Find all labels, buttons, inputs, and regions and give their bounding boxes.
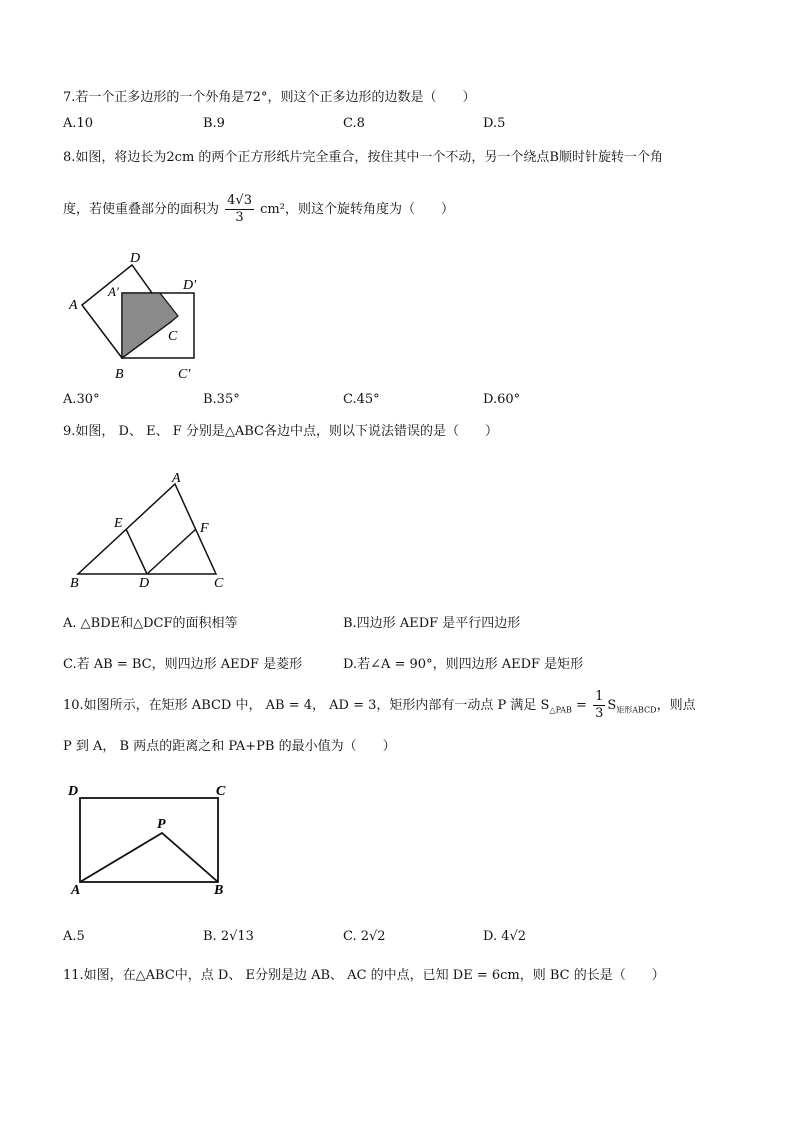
q8-fraction-denominator: 3 [235,210,244,225]
q10-option-b: B. 2√13 [203,929,254,944]
q8-stem-line2 [63,192,454,228]
q8-area-fraction [225,193,254,226]
q10-s2: S [607,698,617,713]
q7-option-d: D.5 [483,116,506,131]
q10-label-a: A [71,883,81,896]
q10-stem-line1 [63,688,696,729]
segment-ed [126,529,147,574]
q8-rotated-squares-figure [60,243,220,383]
q9-triangle-figure [66,470,236,590]
q8-label-a: A [69,298,78,313]
q9-label-e: E [114,516,123,531]
q9-option-b: B.四边形 AEDF 是平行四边形 [343,616,521,631]
q10-rectangle-figure [66,781,236,896]
q10-sub-rect: 矩形ABCD [616,705,657,715]
q10-fraction-numerator: 1 [595,689,604,704]
q8-option-a: A.30° [63,392,100,407]
q9-label-d: D [139,576,150,590]
q10-option-a: A.5 [63,929,85,944]
q9-stem: 9.如图， D、 E、 F 分别是△ABC各边中点，则以下说法错误的是（ ） [63,424,498,439]
q10-equals: = [571,698,592,713]
overlap-region [122,293,178,358]
q8-stem-line2-pre: 度，若使重叠部分的面积为 [63,202,220,217]
q9-option-a: A. △BDE和△DCF的面积相等 [63,616,238,631]
q10-stem-line2: P 到 A， B 两点的距离之和 PA+PB 的最小值为（ ） [63,739,396,754]
q10-stem-line1-post: ，则点 [656,698,696,713]
q10-option-d: D. 4√2 [483,929,527,944]
q10-sub-pab: △PAB [549,705,572,715]
q7-option-b: B.9 [203,116,225,131]
q10-stem-line1-pre: 10.如图所示，在矩形 ABCD 中， AB = 4， AD = 3，矩形内部有一动点 P 满足 S [63,698,550,713]
q8-label-b: B [115,367,124,382]
q7-option-a: A.10 [63,116,94,131]
q10-label-p: P [157,817,166,832]
q8-label-dprime: D′ [183,278,197,293]
q8-label-aprime: A′ [108,284,119,299]
q10-label-d: D [68,784,79,799]
q11-stem: 11.如图，在△ABC中，点 D、 E分别是边 AB、 AC 的中点，已知 DE = 6cm，则 BC 的长是（ ） [63,968,665,983]
q10-option-c: C. 2√2 [343,929,386,944]
q8-option-c: C.45° [343,392,380,407]
q7-option-c: C.8 [343,116,365,131]
q10-label-b: B [214,883,224,896]
q9-option-d: D.若∠A = 90°，则四边形 AEDF 是矩形 [343,657,584,672]
q9-label-a: A [172,471,181,486]
q9-label-c: C [214,576,224,590]
q9-option-c: C.若 AB = BC，则四边形 AEDF 是菱形 [63,657,303,672]
segments-pa-pb [80,833,218,882]
q8-fraction-numerator: 4√3 [227,193,252,208]
q10-fraction-denominator: 3 [595,706,604,721]
q8-option-d: D.60° [483,392,521,407]
q8-label-d: D [130,251,141,266]
q7-stem: 7.若一个正多边形的一个外角是72°，则这个正多边形的边数是（ ） [63,90,476,105]
q10-one-third-fraction [593,689,605,722]
q8-option-b: B.35° [203,392,240,407]
q8-stem-line1: 8.如图，将边长为2cm 的两个正方形纸片完全重合，按住其中一个不动，另一个绕点B顺时针旋转一个角 [63,150,663,165]
q10-label-c: C [216,784,226,799]
q8-stem-line2-post: cm²，则这个旋转角度为（ ） [260,202,454,217]
q8-label-c: C [168,329,178,344]
segment-df [147,529,196,574]
q9-label-f: F [200,521,209,536]
q9-label-b: B [70,576,79,590]
q8-label-cprime: C′ [178,367,191,382]
